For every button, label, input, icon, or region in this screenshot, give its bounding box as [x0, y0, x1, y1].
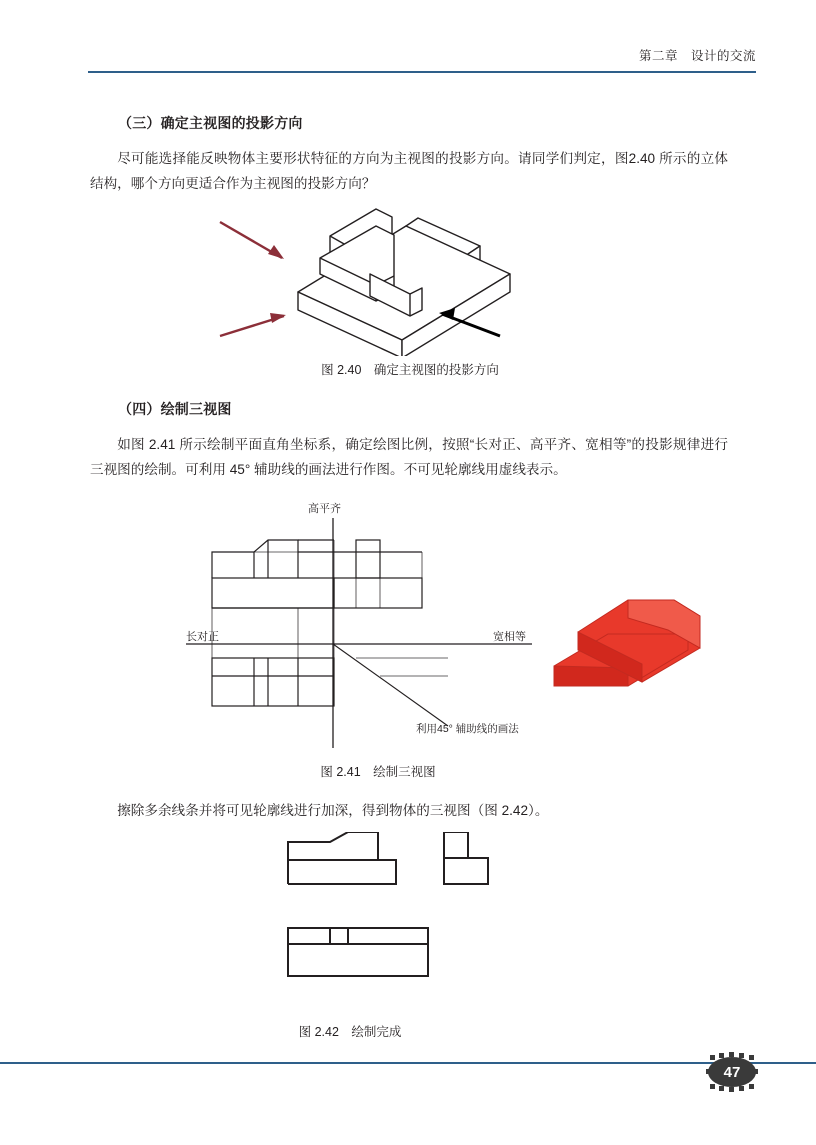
- figure-2-41-label-diagonal: 利用45° 辅助线的画法: [416, 723, 519, 735]
- figure-2-40-drawing: [180, 196, 640, 356]
- arrow-upper-left: [220, 222, 284, 259]
- section-paragraph-3: 尽可能选择能反映物体主要形状特征的方向为主视图的投影方向。请同学们判定，图2.40 所示的立体结构，哪个方向更适合作为主视图的投影方向？: [90, 151, 728, 191]
- figure-2-41-red-solid: [554, 600, 700, 686]
- paragraph-after-figure-2-41: 擦除多余线条并将可见轮廓线进行加深，得到物体的三视图（图 2.42）。: [117, 803, 549, 818]
- figure-2-40: [180, 196, 640, 377]
- figure-2-42-caption: 图 2.42 绘制完成: [298, 1025, 402, 1039]
- figure-2-41-caption: 图 2.41 绘制三视图: [320, 765, 436, 779]
- figure-2-40-caption: 图 2.40 确定主视图的投影方向: [321, 363, 499, 377]
- page-header: [88, 46, 756, 80]
- page-number: 47: [723, 1063, 741, 1081]
- header-divider: [88, 71, 756, 73]
- figure-2-41-drawing: [108, 500, 708, 780]
- figure-2-41-label-top: 高平齐: [308, 503, 341, 515]
- figure-2-41-label-right: 宽相等: [493, 631, 526, 643]
- figure-2-42: [200, 832, 620, 1042]
- figure-2-41-label-left: 长对正: [186, 631, 219, 643]
- section-paragraph-4: 如图 2.41 所示绘制平面直角坐标系，确定绘图比例，按照“长对正、高平齐、宽相等”的投影规律进行三视图的绘制。可利用 45° 辅助线的画法进行作图。不可见轮廓线用虚线表示。: [90, 437, 728, 477]
- section-heading-3: （三）确定主视图的投影方向: [118, 115, 303, 131]
- section-heading-4: （四）绘制三视图: [118, 401, 232, 417]
- figure-2-41: [108, 500, 708, 790]
- page-number-badge: [706, 1052, 758, 1092]
- figure-2-42-drawing: [200, 832, 620, 1012]
- arrow-lower-left: [220, 313, 286, 336]
- footer-divider: [0, 1062, 816, 1064]
- header-chapter-title: 第二章 设计的交流: [638, 49, 756, 63]
